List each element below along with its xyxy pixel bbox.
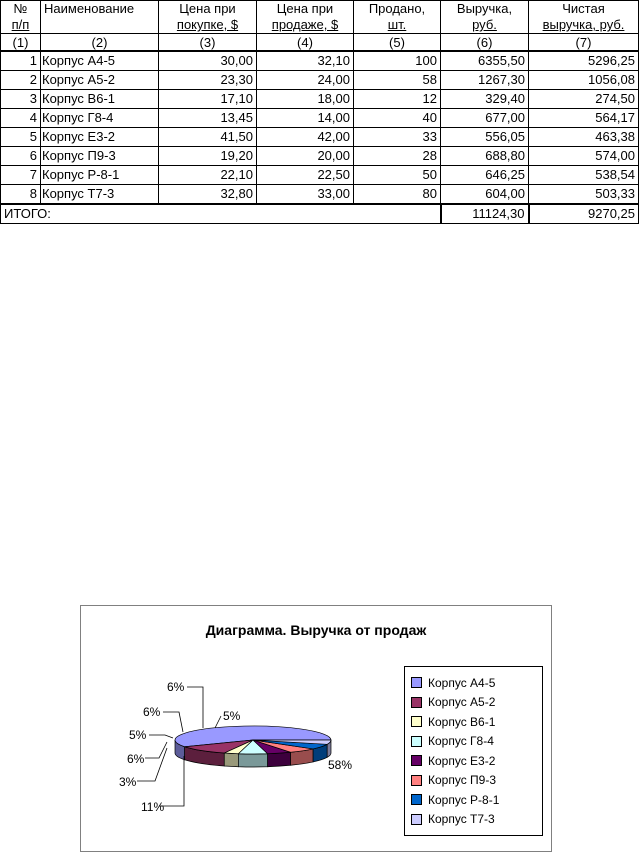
legend-item — [411, 810, 542, 830]
table-cell: 646,25 — [441, 166, 529, 185]
legend-label: Корпус Е3-2 — [428, 753, 496, 768]
table-cell: Корпус А4-5 — [41, 51, 159, 71]
table-cell: 80 — [354, 185, 441, 205]
table-cell: 1056,08 — [529, 71, 639, 90]
table-cell: Корпус Е3-2 — [41, 128, 159, 147]
data-label: 6% — [127, 752, 145, 766]
legend-swatch — [411, 755, 422, 766]
legend-label: Корпус А4-5 — [428, 675, 496, 690]
total-revenue: 11124,30 — [441, 204, 529, 224]
legend-label: Корпус Т7-3 — [428, 812, 495, 827]
data-label: 11% — [141, 800, 165, 814]
column-header-line: Продано, — [368, 1, 426, 16]
leader-line — [187, 687, 203, 728]
table-cell: 42,00 — [257, 128, 354, 147]
total-net-revenue: 9270,25 — [529, 204, 639, 224]
table-cell: 574,00 — [529, 147, 639, 166]
column-number: (2) — [41, 34, 159, 52]
total-label: ИТОГО: — [1, 204, 159, 224]
table-cell: 33,00 — [257, 185, 354, 205]
table-cell: 5 — [1, 128, 41, 147]
chart-legend — [404, 666, 543, 836]
table-row — [1, 185, 639, 205]
table-cell: 688,80 — [441, 147, 529, 166]
table-cell: Корпус Г8-4 — [41, 109, 159, 128]
column-header-line: п/п — [11, 17, 30, 32]
leader-line — [159, 756, 184, 806]
table-row — [1, 166, 639, 185]
column-header — [159, 1, 257, 34]
total-row — [1, 204, 639, 224]
legend-label: Корпус П9-3 — [428, 773, 497, 788]
legend-swatch — [411, 775, 422, 786]
legend-swatch — [411, 814, 422, 825]
column-header-line: № — [13, 1, 28, 16]
column-header — [257, 1, 354, 34]
legend-label: Корпус Г8-4 — [428, 734, 494, 749]
legend-item — [411, 771, 542, 791]
table-cell: 564,17 — [529, 109, 639, 128]
table-row — [1, 128, 639, 147]
data-label: 6% — [143, 705, 161, 719]
data-label: 58% — [328, 758, 353, 772]
legend-item — [411, 712, 542, 732]
legend-swatch — [411, 677, 422, 688]
column-number: (6) — [441, 34, 529, 52]
pie-slice-side — [224, 753, 238, 767]
legend-item — [411, 751, 542, 771]
table-cell: 538,54 — [529, 166, 639, 185]
legend-label: Корпус А5-2 — [428, 695, 496, 710]
table-cell: Корпус А5-2 — [41, 71, 159, 90]
table-cell: 463,38 — [529, 128, 639, 147]
table-cell: 33 — [354, 128, 441, 147]
table-cell: 677,00 — [441, 109, 529, 128]
data-label: 5% — [223, 709, 241, 723]
table-row — [1, 90, 639, 109]
column-header-line: продаже, $ — [271, 17, 339, 32]
column-header — [1, 1, 41, 34]
revenue-table — [0, 0, 639, 224]
legend-item — [411, 790, 542, 810]
table-cell: 1 — [1, 51, 41, 71]
column-header-line: Чистая — [562, 1, 605, 16]
table-cell: Корпус Р-8-1 — [41, 166, 159, 185]
table-cell: 3 — [1, 90, 41, 109]
column-header-line: Цена при — [276, 1, 334, 16]
pie-slice-side — [268, 752, 291, 766]
column-header-line: Цена при — [179, 1, 236, 16]
data-label: 3% — [119, 775, 137, 789]
table-cell: 58 — [354, 71, 441, 90]
column-number: (3) — [159, 34, 257, 52]
pie-chart — [80, 605, 552, 852]
table-cell: 6 — [1, 147, 41, 166]
column-header-line: покупке, $ — [176, 17, 239, 32]
chart-title: Диаграмма. Выручка от продаж — [205, 622, 427, 638]
legend-swatch — [411, 794, 422, 805]
table-cell: Корпус П9-3 — [41, 147, 159, 166]
leader-line — [215, 716, 221, 728]
legend-label: Корпус Р-8-1 — [428, 792, 500, 807]
table-row — [1, 71, 639, 90]
table-cell: 100 — [354, 51, 441, 71]
column-header — [529, 1, 639, 34]
table-cell: 503,33 — [529, 185, 639, 205]
column-number: (4) — [257, 34, 354, 52]
table-cell: 604,00 — [441, 185, 529, 205]
legend-swatch — [411, 716, 422, 727]
legend-swatch — [411, 697, 422, 708]
table-cell: 40 — [354, 109, 441, 128]
column-header-line: шт. — [387, 17, 407, 32]
table-cell: 23,30 — [159, 71, 257, 90]
table-cell: 32,80 — [159, 185, 257, 205]
table-cell: 28 — [354, 147, 441, 166]
data-label: 6% — [167, 680, 185, 694]
leader-line — [145, 742, 167, 758]
table-cell: 18,00 — [257, 90, 354, 109]
column-number: (7) — [529, 34, 639, 52]
table-cell: 20,00 — [257, 147, 354, 166]
table-cell: 4 — [1, 109, 41, 128]
table-cell: 50 — [354, 166, 441, 185]
table-cell: 5296,25 — [529, 51, 639, 71]
table-cell: 22,50 — [257, 166, 354, 185]
table-row — [1, 109, 639, 128]
table-cell: 274,50 — [529, 90, 639, 109]
legend-swatch — [411, 736, 422, 747]
table-cell: Корпус В6-1 — [41, 90, 159, 109]
leader-line — [149, 735, 173, 738]
column-header — [441, 1, 529, 34]
table-row — [1, 147, 639, 166]
table-cell: 19,20 — [159, 147, 257, 166]
table-cell: 32,10 — [257, 51, 354, 71]
column-number: (5) — [354, 34, 441, 52]
column-header — [354, 1, 441, 34]
table-cell: 12 — [354, 90, 441, 109]
table-cell: 329,40 — [441, 90, 529, 109]
table-header-row — [1, 1, 639, 34]
table-cell: 30,00 — [159, 51, 257, 71]
leader-line — [163, 712, 183, 732]
table-cell: Корпус Т7-3 — [41, 185, 159, 205]
column-number-row — [1, 34, 639, 52]
table-cell: 13,45 — [159, 109, 257, 128]
table-cell: 8 — [1, 185, 41, 205]
column-header-line: руб. — [472, 17, 497, 32]
legend-label: Корпус В6-1 — [428, 714, 496, 729]
column-header-line: Наименование — [44, 1, 135, 16]
table-cell: 24,00 — [257, 71, 354, 90]
table-cell: 22,10 — [159, 166, 257, 185]
table-cell: 2 — [1, 71, 41, 90]
legend-item — [411, 673, 542, 693]
table-row — [1, 51, 639, 71]
table-cell: 556,05 — [441, 128, 529, 147]
column-header — [41, 1, 159, 34]
table-cell: 41,50 — [159, 128, 257, 147]
legend-item — [411, 693, 542, 713]
column-header-line: выручка, руб. — [542, 17, 625, 32]
pie-slice-side — [238, 754, 267, 767]
legend-item — [411, 732, 542, 752]
table-cell: 7 — [1, 166, 41, 185]
data-label: 5% — [129, 728, 147, 742]
column-header-line: Выручка, — [456, 1, 513, 16]
column-number: (1) — [1, 34, 41, 52]
table-cell: 17,10 — [159, 90, 257, 109]
table-cell: 6355,50 — [441, 51, 529, 71]
table-cell: 14,00 — [257, 109, 354, 128]
table-cell: 1267,30 — [441, 71, 529, 90]
